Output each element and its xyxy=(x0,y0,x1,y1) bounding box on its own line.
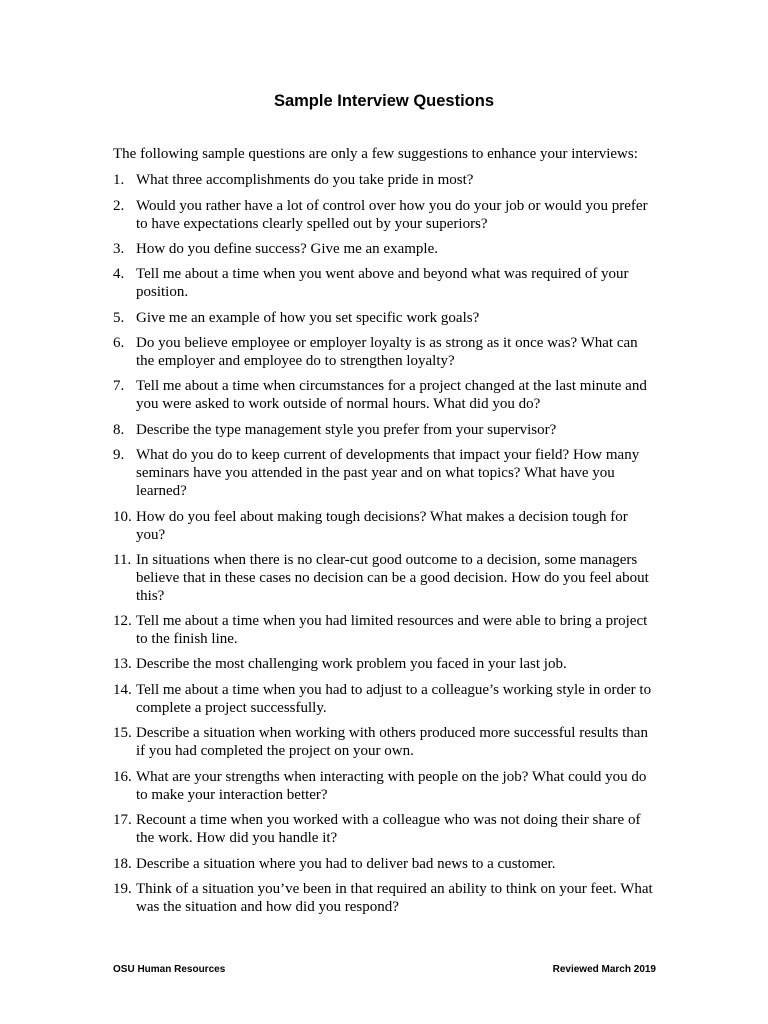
question-number: 2. xyxy=(113,198,125,214)
question-text: What are your strengths when interacting with people on the job? What could you do to make your interaction better? xyxy=(136,769,647,803)
list-item xyxy=(113,551,658,605)
question-text: Tell me about a time when you went above and beyond what was required of your position. xyxy=(136,266,629,300)
question-text: Describe a situation when working with others produced more successful results than if you had completed the project on your own. xyxy=(136,725,648,759)
question-text: Tell me about a time when you had to adjust to a colleague’s working style in order to complete a project successfully. xyxy=(136,682,652,716)
list-item xyxy=(113,811,658,847)
list-item xyxy=(113,421,658,439)
question-text: How do you define success? Give me an example. xyxy=(136,241,438,257)
question-number: 4. xyxy=(113,266,125,282)
list-item xyxy=(113,681,658,717)
page-title: Sample Interview Questions xyxy=(273,92,495,110)
list-item xyxy=(113,265,658,301)
list-item xyxy=(113,612,658,648)
question-text: Would you rather have a lot of control over how you do your job or would you prefer to have expectations clearly spelled out by your superiors? xyxy=(136,198,648,232)
list-item xyxy=(113,880,658,916)
list-item xyxy=(113,724,658,760)
question-text: What three accomplishments do you take pride in most? xyxy=(136,172,474,188)
question-text: What do you do to keep current of developments that impact your field? How many seminars have you attended in the past year and on what topics? What have you learned? xyxy=(136,447,640,499)
question-number: 10. xyxy=(113,509,132,525)
question-text: Tell me about a time when you had limited resources and were able to bring a project to the finish line. xyxy=(136,613,648,647)
list-item xyxy=(113,855,658,873)
intro-text: The following sample questions are only a few suggestions to enhance your interviews: xyxy=(113,146,638,162)
question-number: 9. xyxy=(113,447,125,463)
list-item xyxy=(113,197,658,233)
question-number: 17. xyxy=(113,812,132,828)
question-number: 8. xyxy=(113,422,125,438)
question-text: How do you feel about making tough decisions? What makes a decision tough for you? xyxy=(136,509,628,543)
list-item xyxy=(113,240,658,258)
question-text: Give me an example of how you set specific work goals? xyxy=(136,310,480,326)
list-item xyxy=(113,446,658,500)
question-number: 19. xyxy=(113,881,132,897)
question-text: Describe a situation where you had to deliver bad news to a customer. xyxy=(136,856,556,872)
question-number: 14. xyxy=(113,682,132,698)
question-number: 5. xyxy=(113,310,125,326)
question-number: 13. xyxy=(113,656,132,672)
list-item xyxy=(113,171,658,189)
question-text: Describe the most challenging work problem you faced in your last job. xyxy=(136,656,567,672)
question-text: Think of a situation you’ve been in that required an ability to think on your feet. What was the situation and how did you respond? xyxy=(136,881,653,915)
question-text: Describe the type management style you prefer from your supervisor? xyxy=(136,422,557,438)
question-text: In situations when there is no clear-cut good outcome to a decision, some managers believe that in these cases no decision can be a good decision. How do you feel about this? xyxy=(136,552,649,604)
question-number: 7. xyxy=(113,378,125,394)
question-text: Do you believe employee or employer loyalty is as strong as it once was? What can the employer and employee do to strengthen loyalty? xyxy=(136,335,638,369)
question-number: 18. xyxy=(113,856,132,872)
question-number: 16. xyxy=(113,769,132,785)
question-text: Tell me about a time when circumstances for a project changed at the last minute and you were asked to work outside of normal hours. What did you do? xyxy=(136,378,647,412)
question-number: 6. xyxy=(113,335,125,351)
footer-review-date: Reviewed March 2019 xyxy=(552,964,656,975)
question-text: Recount a time when you worked with a colleague who was not doing their share of the work. How did you handle it? xyxy=(136,812,641,846)
list-item xyxy=(113,334,658,370)
list-item xyxy=(113,655,658,673)
question-number: 15. xyxy=(113,725,132,741)
list-item xyxy=(113,309,658,327)
question-number: 3. xyxy=(113,241,125,257)
footer-organization: OSU Human Resources xyxy=(113,964,226,975)
question-number: 12. xyxy=(113,613,132,629)
question-number: 1. xyxy=(113,172,125,188)
list-item xyxy=(113,768,658,804)
question-number: 11. xyxy=(113,552,132,568)
list-item xyxy=(113,508,658,544)
list-item xyxy=(113,377,658,413)
